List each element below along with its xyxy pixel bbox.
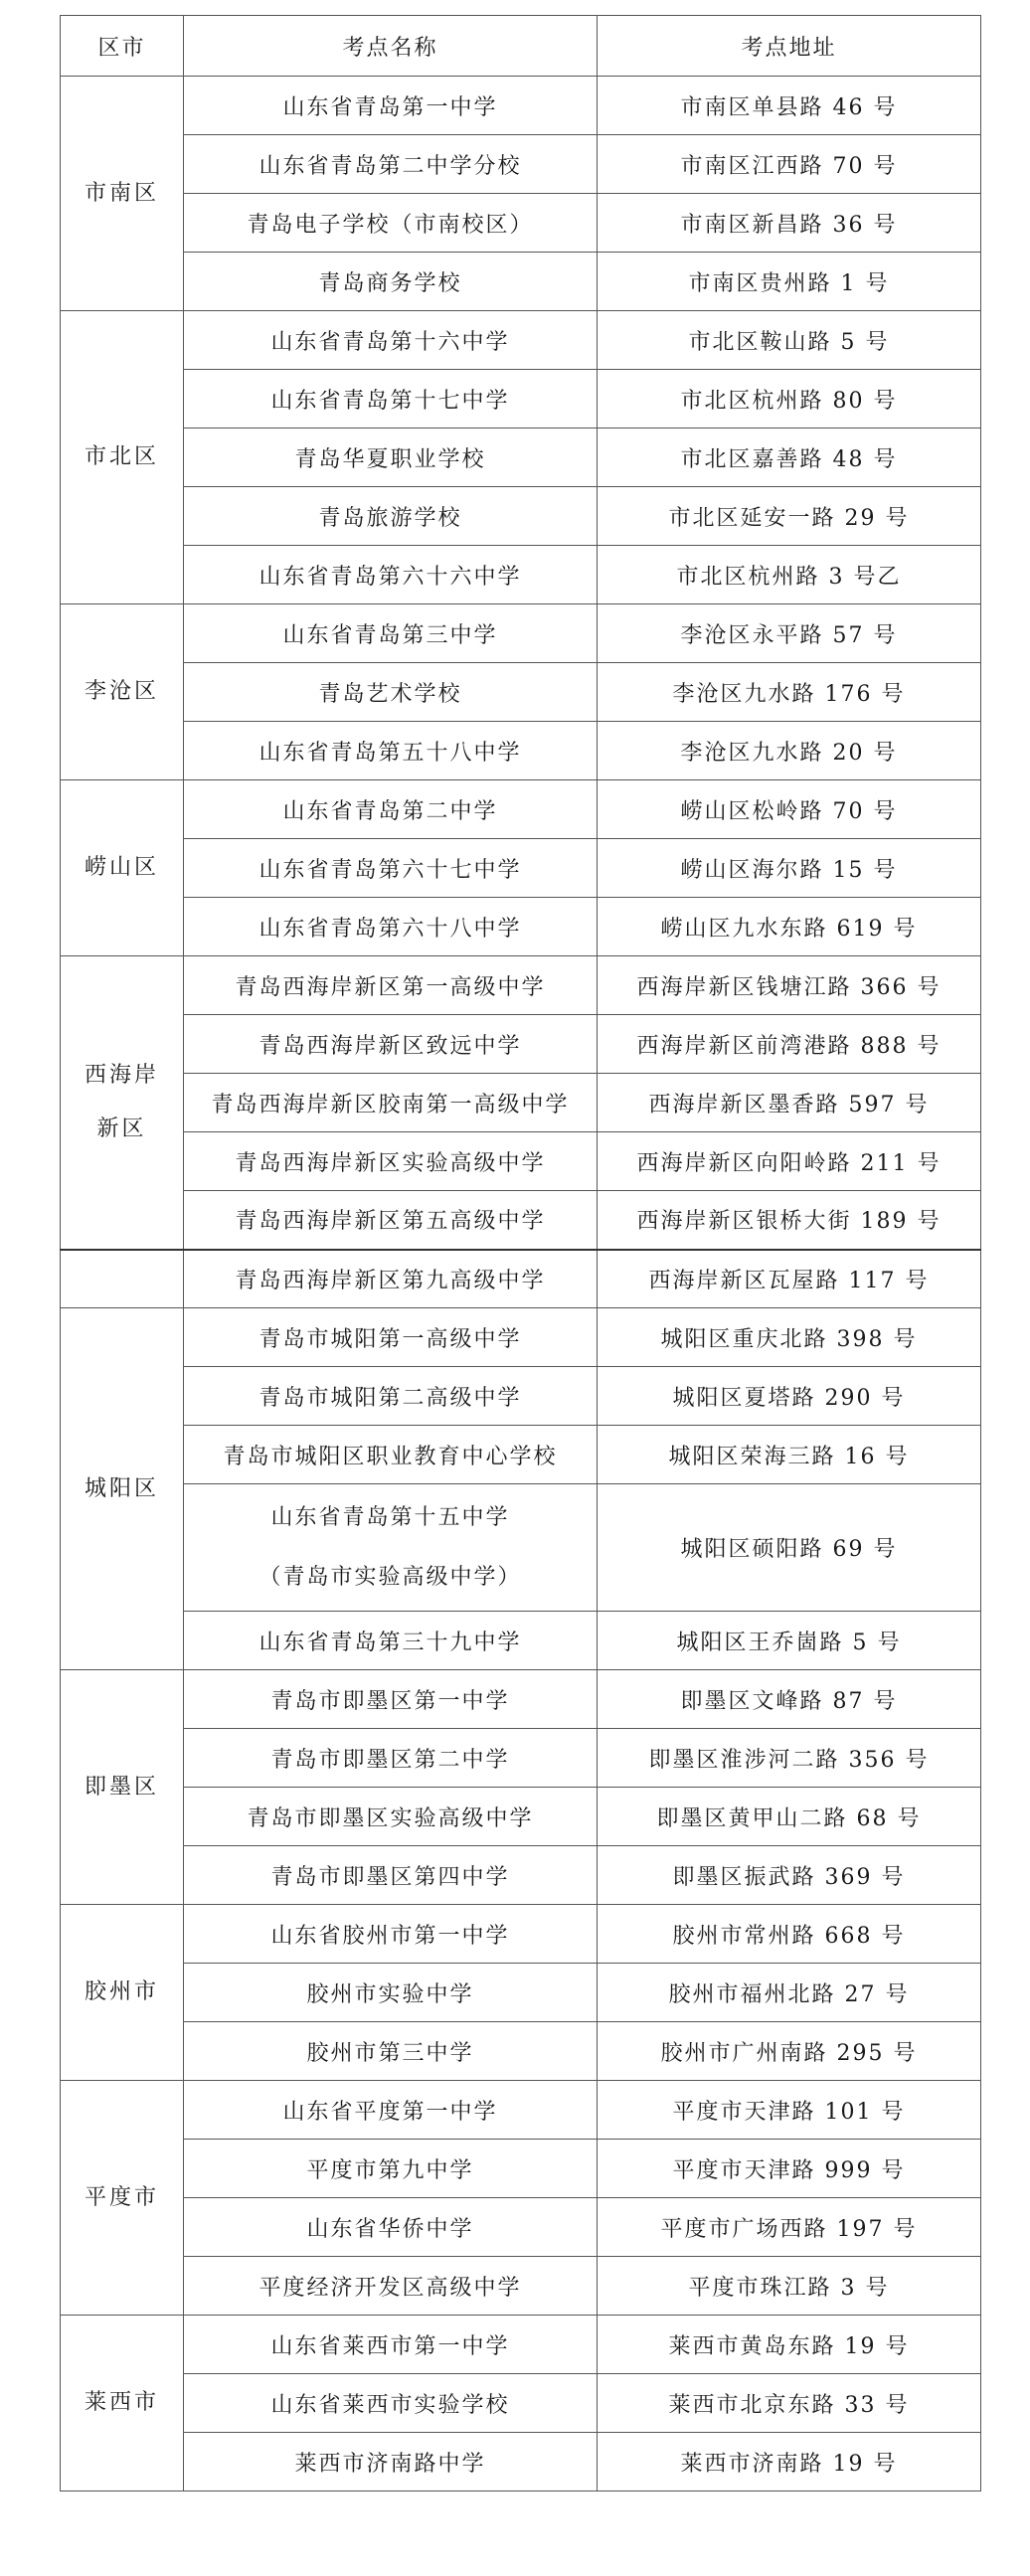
site-address: 李沧区九水路 20 号 (598, 722, 981, 780)
table-row (61, 1191, 981, 1250)
district-cell: 即墨区 (61, 1670, 184, 1905)
site-address: 市北区杭州路 80 号 (598, 370, 981, 429)
site-address: 市北区杭州路 3 号乙 (598, 546, 981, 604)
site-address: 李沧区九水路 176 号 (598, 663, 981, 722)
site-address: 西海岸新区墨香路 597 号 (598, 1074, 981, 1132)
site-name: 山东省青岛第三十九中学 (184, 1612, 598, 1670)
site-name: 青岛西海岸新区第一高级中学 (184, 956, 598, 1015)
table-row (61, 1484, 981, 1612)
site-address: 城阳区重庆北路 398 号 (598, 1308, 981, 1367)
table-row (61, 1670, 981, 1729)
district-cell: 胶州市 (61, 1905, 184, 2081)
district-cell: 市北区 (61, 311, 184, 604)
site-name: 山东省青岛第一中学 (184, 77, 598, 135)
table-row (61, 135, 981, 194)
site-name: 山东省青岛第三中学 (184, 604, 598, 663)
table-row (61, 2022, 981, 2081)
site-name: 山东省青岛第六十七中学 (184, 839, 598, 898)
site-name: 莱西市济南路中学 (184, 2433, 598, 2491)
table-row (61, 1367, 981, 1426)
site-name: 胶州市实验中学 (184, 1964, 598, 2022)
site-address: 市南区新昌路 36 号 (598, 194, 981, 253)
site-address: 崂山区海尔路 15 号 (598, 839, 981, 898)
table-row (61, 1846, 981, 1905)
site-name: 青岛市城阳第二高级中学 (184, 1367, 598, 1426)
table-row (61, 77, 981, 135)
site-name: 山东省华侨中学 (184, 2198, 598, 2257)
table-row (61, 1074, 981, 1132)
exam-site-table-container (60, 15, 980, 2491)
table-row (61, 194, 981, 253)
site-address: 即墨区文峰路 87 号 (598, 1670, 981, 1729)
site-name: 青岛市即墨区第一中学 (184, 1670, 598, 1729)
site-address: 莱西市济南路 19 号 (598, 2433, 981, 2491)
district-cell: 李沧区 (61, 604, 184, 780)
header-row (61, 16, 981, 77)
site-name: 青岛市即墨区第二中学 (184, 1729, 598, 1788)
site-address: 即墨区黄甲山二路 68 号 (598, 1788, 981, 1846)
table-row (61, 1905, 981, 1964)
table-row (61, 2140, 981, 2198)
district-line: 西海岸 (84, 1062, 159, 1088)
site-name: 青岛西海岸新区第九高级中学 (184, 1250, 598, 1308)
site-name: 山东省青岛第二中学分校 (184, 135, 598, 194)
table-row (61, 2433, 981, 2491)
site-address: 平度市天津路 101 号 (598, 2081, 981, 2140)
site-address: 莱西市北京东路 33 号 (598, 2374, 981, 2433)
site-name: 青岛市城阳区职业教育中心学校 (184, 1426, 598, 1484)
site-address: 即墨区淮涉河二路 356 号 (598, 1729, 981, 1788)
site-address: 崂山区松岭路 70 号 (598, 780, 981, 839)
site-address: 胶州市常州路 668 号 (598, 1905, 981, 1964)
site-address: 即墨区振武路 369 号 (598, 1846, 981, 1905)
table-row (61, 780, 981, 839)
site-address: 市北区鞍山路 5 号 (598, 311, 981, 370)
site-address: 城阳区荣海三路 16 号 (598, 1426, 981, 1484)
site-address: 西海岸新区前湾港路 888 号 (598, 1015, 981, 1074)
table-row (61, 1612, 981, 1670)
site-address: 平度市珠江路 3 号 (598, 2257, 981, 2316)
site-name: 青岛电子学校（市南校区） (184, 194, 598, 253)
district-cell: 莱西市 (61, 2316, 184, 2491)
district-line: 新区 (96, 1116, 147, 1141)
site-address: 城阳区夏塔路 290 号 (598, 1367, 981, 1426)
site-name-line: （青岛市实验高级中学） (258, 1564, 522, 1590)
site-name: 青岛艺术学校 (184, 663, 598, 722)
table-row (61, 722, 981, 780)
site-name-line: 山东省青岛第十五中学 (270, 1504, 510, 1530)
table-row (61, 2081, 981, 2140)
site-name: 平度经济开发区高级中学 (184, 2257, 598, 2316)
table-row (61, 1015, 981, 1074)
table-row (61, 1729, 981, 1788)
table-row (61, 663, 981, 722)
table-row (61, 546, 981, 604)
district-cell: 市南区 (61, 77, 184, 311)
table-row (61, 1308, 981, 1367)
table-row (61, 253, 981, 311)
site-name: 山东省青岛第六十六中学 (184, 546, 598, 604)
table-row (61, 2316, 981, 2374)
table-row (61, 1788, 981, 1846)
site-name: 山东省青岛第十六中学 (184, 311, 598, 370)
district-cell: 城阳区 (61, 1308, 184, 1670)
site-name (184, 1484, 598, 1612)
table-row (61, 487, 981, 546)
site-name: 青岛商务学校 (184, 253, 598, 311)
site-name: 山东省莱西市第一中学 (184, 2316, 598, 2374)
site-address: 胶州市福州北路 27 号 (598, 1964, 981, 2022)
site-name: 山东省青岛第五十八中学 (184, 722, 598, 780)
site-name: 胶州市第三中学 (184, 2022, 598, 2081)
site-address: 市北区嘉善路 48 号 (598, 429, 981, 487)
header-district: 区市 (61, 16, 184, 77)
table-row (61, 2198, 981, 2257)
table-row (61, 1426, 981, 1484)
site-name: 青岛市城阳第一高级中学 (184, 1308, 598, 1367)
site-address: 胶州市广州南路 295 号 (598, 2022, 981, 2081)
site-address: 市北区延安一路 29 号 (598, 487, 981, 546)
exam-site-table (60, 15, 981, 2491)
site-address: 西海岸新区向阳岭路 211 号 (598, 1132, 981, 1191)
site-name: 青岛西海岸新区致远中学 (184, 1015, 598, 1074)
site-name: 青岛华夏职业学校 (184, 429, 598, 487)
table-row (61, 2257, 981, 2316)
district-cell (61, 956, 184, 1250)
district-cell: 平度市 (61, 2081, 184, 2316)
site-name: 山东省青岛第二中学 (184, 780, 598, 839)
site-address: 城阳区硕阳路 69 号 (598, 1484, 981, 1612)
table-row (61, 898, 981, 956)
site-name: 青岛旅游学校 (184, 487, 598, 546)
site-name: 平度市第九中学 (184, 2140, 598, 2198)
site-address: 莱西市黄岛东路 19 号 (598, 2316, 981, 2374)
site-name: 青岛市即墨区实验高级中学 (184, 1788, 598, 1846)
header-site-address: 考点地址 (598, 16, 981, 77)
site-address: 城阳区王乔崮路 5 号 (598, 1612, 981, 1670)
site-name: 青岛西海岸新区胶南第一高级中学 (184, 1074, 598, 1132)
site-name: 青岛西海岸新区第五高级中学 (184, 1191, 598, 1250)
site-address: 西海岸新区银桥大街 189 号 (598, 1191, 981, 1250)
district-cell: 崂山区 (61, 780, 184, 956)
site-address: 平度市天津路 999 号 (598, 2140, 981, 2198)
site-address: 市南区江西路 70 号 (598, 135, 981, 194)
site-name: 青岛西海岸新区实验高级中学 (184, 1132, 598, 1191)
table-row (61, 1132, 981, 1191)
table-row (61, 2374, 981, 2433)
table-row (61, 429, 981, 487)
site-name: 山东省平度第一中学 (184, 2081, 598, 2140)
site-name: 山东省青岛第六十八中学 (184, 898, 598, 956)
site-address: 西海岸新区钱塘江路 366 号 (598, 956, 981, 1015)
site-name: 山东省莱西市实验学校 (184, 2374, 598, 2433)
site-name: 青岛市即墨区第四中学 (184, 1846, 598, 1905)
site-address: 市南区贵州路 1 号 (598, 253, 981, 311)
site-address: 崂山区九水东路 619 号 (598, 898, 981, 956)
table-row (61, 1250, 981, 1308)
district-cell-empty (61, 1250, 184, 1308)
site-address: 李沧区永平路 57 号 (598, 604, 981, 663)
site-name: 山东省胶州市第一中学 (184, 1905, 598, 1964)
table-row (61, 1964, 981, 2022)
table-row (61, 956, 981, 1015)
table-row (61, 604, 981, 663)
table-row (61, 839, 981, 898)
table-row (61, 370, 981, 429)
header-site-name: 考点名称 (184, 16, 598, 77)
table-row (61, 311, 981, 370)
site-address: 市南区单县路 46 号 (598, 77, 981, 135)
site-name: 山东省青岛第十七中学 (184, 370, 598, 429)
site-address: 平度市广场西路 197 号 (598, 2198, 981, 2257)
site-address: 西海岸新区瓦屋路 117 号 (598, 1250, 981, 1308)
